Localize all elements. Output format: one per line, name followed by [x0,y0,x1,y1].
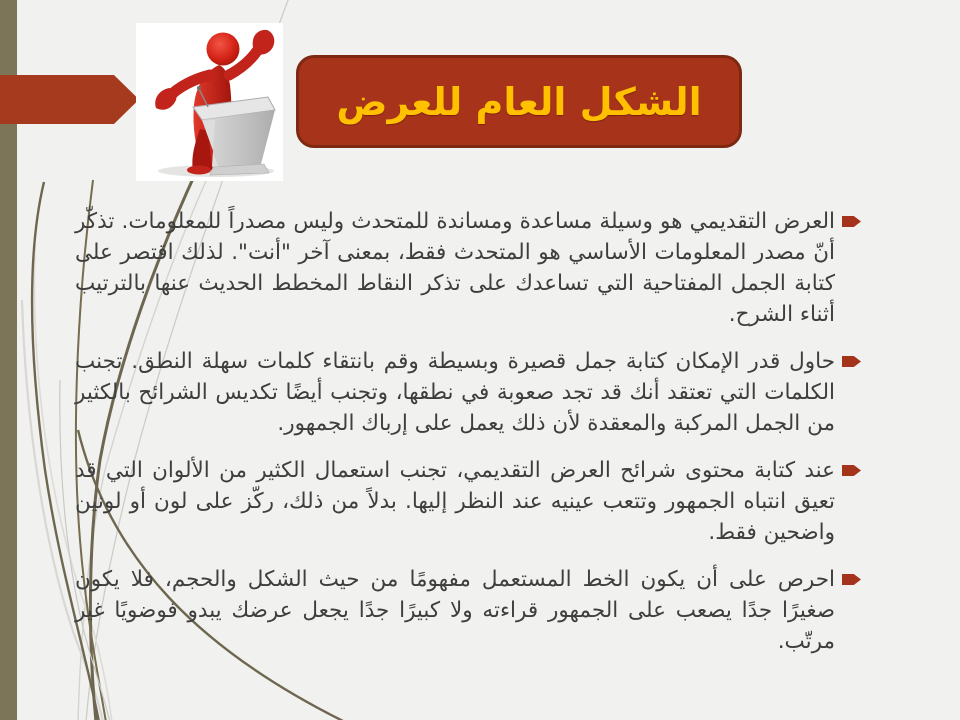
bullet-arrow-icon [842,356,861,367]
bullet-item [75,206,861,330]
bullet-text: حاول قدر الإمكان كتابة جمل قصيرة وبسيطة وقم بانتقاء كلمات سهلة النطق. تجنب الكلمات التي تعتقد أنك قد تجد صعوبة في نطقها، وتجنب أيضًا تكديس الشرائح بالكثير من الجمل المركبة والمعقدة لأن ذلك يعمل على إرباك الجمهور. [75,349,835,436]
bullet-text: العرض التقديمي هو وسيلة مساعدة ومساندة للمتحدث وليس مصدراً للمعلومات. تذكّر أنّ مصدر المعلومات الأساسي هو المتحدث فقط، بمعنى آخر "أنت". لذلك اقتصر على كتابة الجمل المفتاحية التي تساعدك على تذكر النقاط المخطط الحديث عنها بالترتيب أثناء الشرح. [75,209,835,327]
bullet-item [75,564,861,657]
ribbon-arrow [0,75,139,124]
bullet-arrow-icon [842,574,861,585]
bullet-item [75,346,861,439]
bullet-list [75,206,861,673]
slide-title: الشكل العام للعرض [336,79,702,124]
bullet-text: احرص على أن يكون الخط المستعمل مفهومًا من حيث الشكل والحجم، فلا يكون صغيرًا جدًا يصعب على الجمهور قراءته ولا كبيرًا جدًا يجعل عرضك يبدو فوضويًا غير مرتّب. [75,567,835,654]
bullet-arrow-icon [842,216,861,227]
title-banner [296,55,742,148]
speaker-image-card [136,23,283,181]
speaker-at-podium-illustration [136,23,283,181]
bullet-item [75,455,861,548]
bullet-text: عند كتابة محتوى شرائح العرض التقديمي، تجنب استعمال الكثير من الألوان التي قد تعيق انتباه الجمهور وتتعب عينيه عند النظر إليها. بدلاً من ذلك، ركّز على لون أو لونين واضحين فقط. [75,458,835,545]
bullet-arrow-icon [842,465,861,476]
